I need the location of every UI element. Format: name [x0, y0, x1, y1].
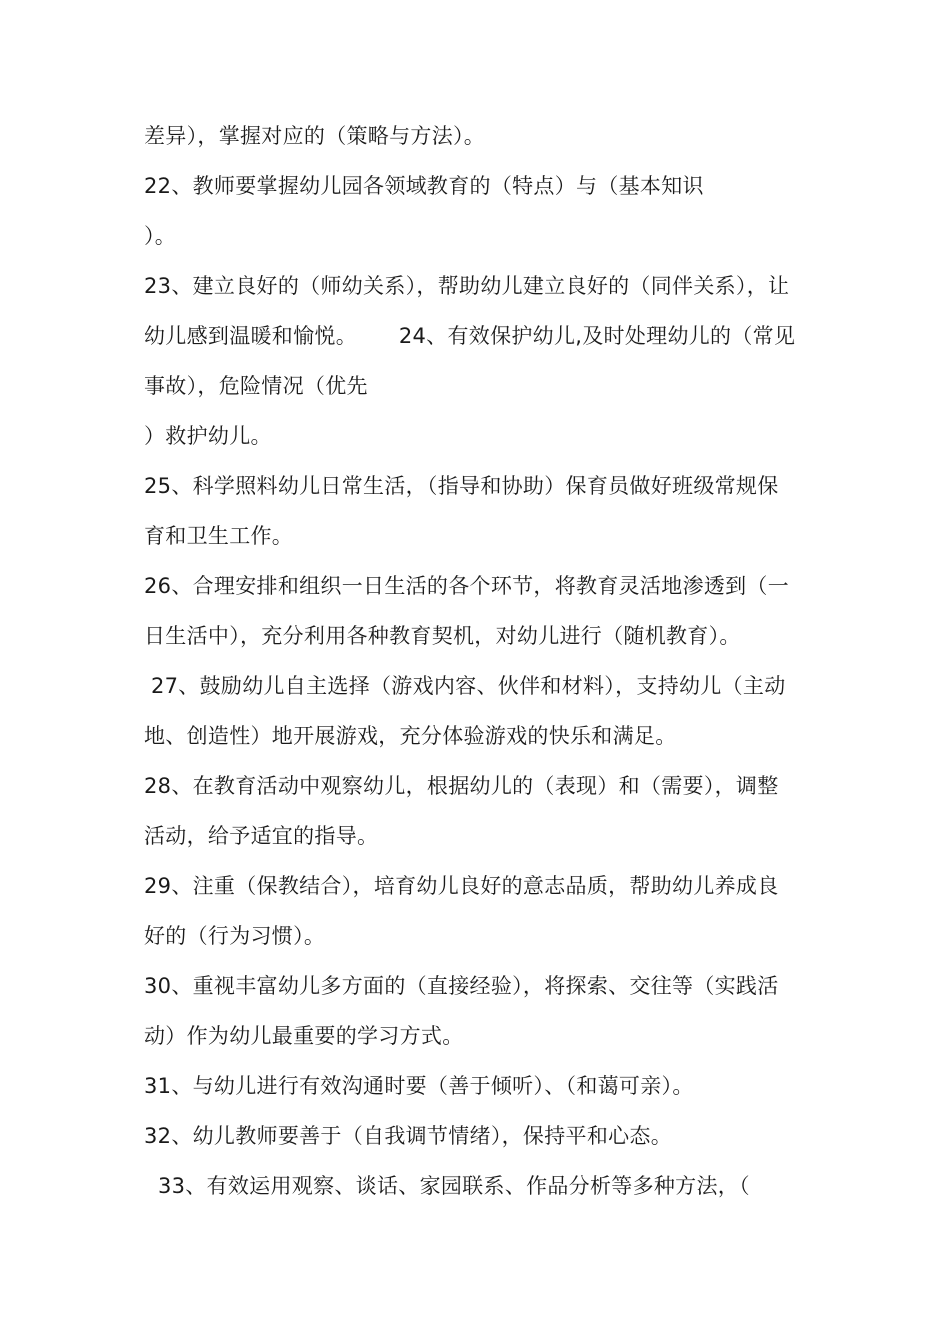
text-line: ）救护幼儿。: [144, 424, 272, 448]
text-line: 28、在教育活动中观察幼儿，根据幼儿的（表现）和（需要），调整: [144, 774, 779, 798]
text-line: 31、与幼儿进行有效沟通时要（善于倾听）、（和蔼可亲）。: [144, 1074, 694, 1098]
text-line: 动）作为幼儿最重要的学习方式。: [144, 1024, 464, 1048]
text-line: 好的（行为习惯）。: [144, 924, 326, 948]
text-line: 日生活中），充分利用各种教育契机，对幼儿进行（随机教育）。: [144, 624, 741, 648]
text-line: 27、鼓励幼儿自主选择（游戏内容、伙伴和材料），支持幼儿（主动: [144, 674, 786, 698]
text-line: 地、创造性）地开展游戏，充分体验游戏的快乐和满足。: [144, 724, 677, 748]
text-line: 30、重视丰富幼儿多方面的（直接经验），将探索、交往等（实践活: [144, 974, 779, 998]
text-line: 事故），危险情况（优先: [144, 374, 368, 398]
text-line: 29、注重（保教结合），培育幼儿良好的意志品质，帮助幼儿养成良: [144, 874, 779, 898]
text-line: ）。: [144, 224, 177, 248]
text-line: 26、合理安排和组织一日生活的各个环节，将教育灵活地渗透到（一: [144, 574, 790, 598]
text-line: 活动，给予适宜的指导。: [144, 824, 379, 848]
text-line: 幼儿感到温暖和愉悦。 24、有效保护幼儿,及时处理幼儿的（常见: [144, 324, 796, 348]
text-line: 33、有效运用观察、谈话、家园联系、作品分析等多种方法，（: [144, 1174, 750, 1198]
text-line: 25、科学照料幼儿日常生活，（指导和协助）保育员做好班级常规保: [144, 474, 779, 498]
text-line: 育和卫生工作。: [144, 524, 294, 548]
text-line: 差异），掌握对应的（策略与方法）。: [144, 124, 486, 148]
text-line: 22、教师要掌握幼儿园各领域教育的（特点）与（基本知识: [144, 174, 704, 198]
text-line: 32、幼儿教师要善于（自我调节情绪），保持平和心态。: [144, 1124, 673, 1148]
text-line: 23、建立良好的（师幼关系），帮助幼儿建立良好的（同伴关系），让: [144, 274, 790, 298]
